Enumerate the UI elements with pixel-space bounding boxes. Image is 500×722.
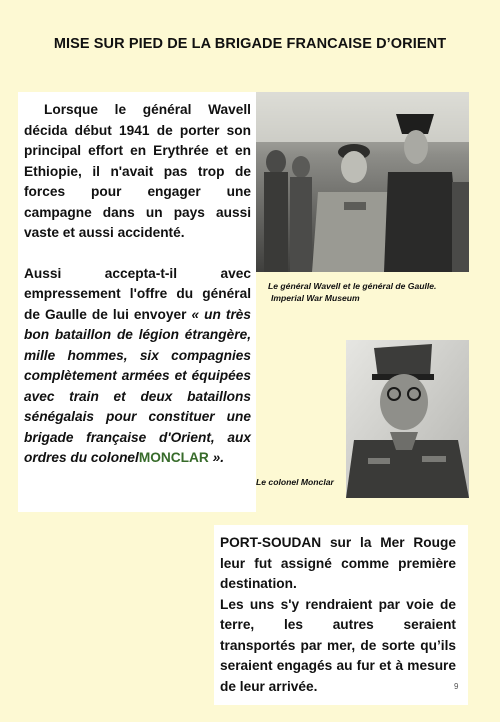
offer-lead-text: Aussi accepta-t-il avec empressement l'offre du général de Gaulle de lui envoyer [24,265,251,322]
photo-wavell-de-gaulle [256,92,469,272]
photo-wavell-de-gaulle-image [256,92,469,272]
paragraph-de-gaulle-offer [18,244,256,469]
paragraph-port-soudan [214,525,468,697]
photo2-caption: Le colonel Monclar [256,477,334,487]
photo-monclar-image [346,340,469,498]
page-number: 9 [454,682,459,691]
paragraph-wavell: Lorsque le général Wavell décida début 1941 de porter son principal effort en Erythrée et en Ethiopie, il n'avait pas trop de forces pour engager une campagne dans un pays aussi vaste et aussi accidenté. [24,102,251,240]
port-soudan-line2: Les uns s'y rendraient par voie de terre, les autres seraient transportés par mer, de sorte qu’ils seraient engagés au fur et à mesure de leur arrivée. [220,596,456,694]
photo-monclar [346,340,469,498]
offer-quote-end: ». [208,450,225,465]
photo1-caption-line1: Le général Wavell et le général de Gaulle. [268,281,437,291]
text-box-port-soudan [214,525,468,705]
offer-quote-text: « un très bon bataillon de légion étrangère, mille hommes, six compagnies complètement armées et équipées avec train et deux bataillons sénégalais pour constituer une brigade française d'Orient, aux ordres du colonel [24,306,251,465]
page-title: MISE SUR PIED DE LA BRIGADE FRANCAISE D’ORIENT [53,36,447,52]
monclar-name: MONCLAR [138,450,209,465]
port-soudan-line1: PORT-SOUDAN sur la Mer Rouge leur fut assigné comme première destination. [220,535,456,591]
text-box-intro [18,92,256,512]
photo1-caption-line2: Imperial War Museum [271,293,360,303]
photo1-caption [268,280,468,304]
